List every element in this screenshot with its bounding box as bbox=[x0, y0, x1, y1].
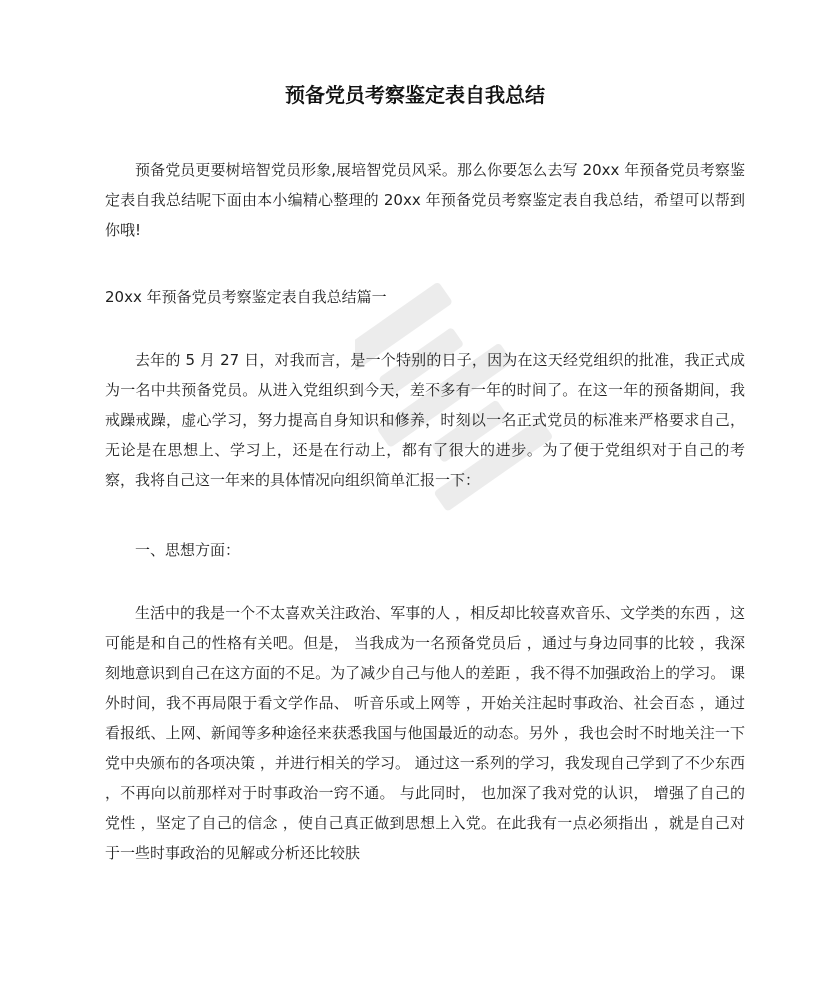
body-paragraph: 去年的 5 月 27 日，对我而言，是一个特别的日子，因为在这天经党组织的批准，我正式成为一名中共预备党员。从进入党组织到今天，差不多有一年的时间了。在这一年的预备期间，我戒躁戒躁，虚心学习，努力提高自身知识和修养，时刻以一名正式党员的标准来严格要求自己，无论是在思想上、学习上，还是在行动上，都有了很大的进步。为了便于党组织对于自己的考察，我将自己这一年来的具体情况向组织简单汇报一下： bbox=[105, 351, 745, 489]
section-heading: 20xx 年预备党员考察鉴定表自我总结篇一 bbox=[105, 288, 387, 306]
subsection-heading: 一、思想方面： bbox=[135, 541, 241, 559]
body-paragraph: 生活中的我是一个不太喜欢关注政治、军事的人 ，相反却比较喜欢音乐、文学类的东西 ，这可能是和自己的性格有关吧。但是， 当我成为一名预备党员后 ，通过与身边同事的比较 ，我深刻地意识到自己在这方面的不足。为了减少自己与他人的差距 ，我不得不加强政治上的学习。 课外时间，我不再局限于看文学作品、 听音乐或上网等 ，开始关注起时事政治、社会百态 ，通过看报纸、上网、新闻等多种途径来获悉我国与他国最近的动态。另外 ，我也会时不时地关注一下党中央颁布的各项决策 ，并进行相关的学习。 通过这一系列的学习，我发现自己学到了不少东西 ，不再向以前那样对于时事政治一窍不通。 与此同时， 也加深了我对党的认识， 增强了自己的党性 ，坚定了自己的信念 ，使自己真正做到思想上入党。在此我有一点必须指出 ，就是自己对于一些时事政治的见解或分析还比较肤 bbox=[105, 604, 745, 862]
document-title: 预备党员考察鉴定表自我总结 bbox=[285, 83, 545, 107]
intro-paragraph: 预备党员更要树培智党员形象,展培智党员风采。那么你要怎么去写 20xx 年预备党员考察鉴定表自我总结呢下面由本小编精心整理的 20xx 年预备党员考察鉴定表自我总结，希望可以帮到你哦! bbox=[105, 161, 745, 239]
